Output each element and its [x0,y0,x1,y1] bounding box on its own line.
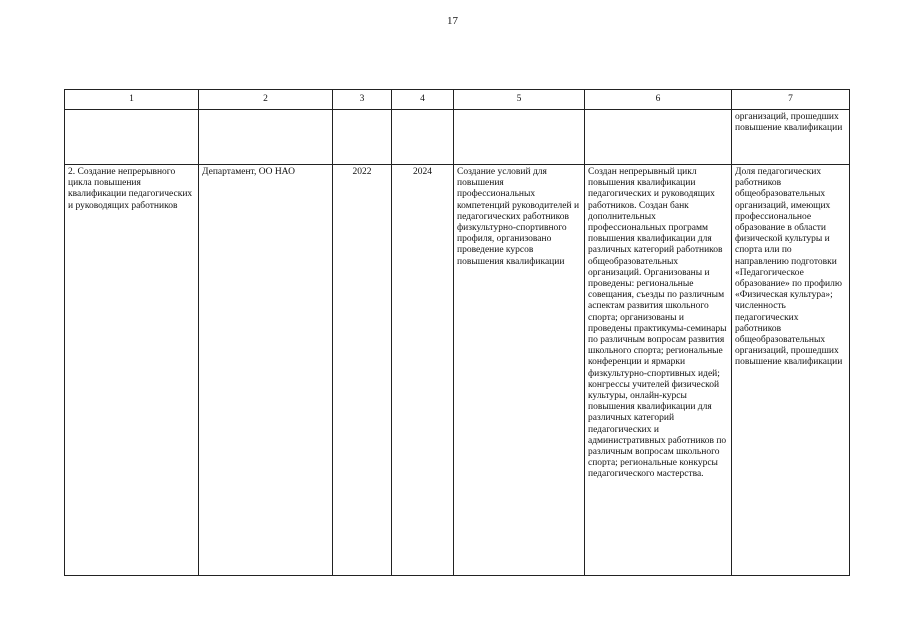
column-header: 6 [585,90,732,110]
page-number: 17 [447,15,458,27]
column-header: 1 [65,90,199,110]
start-year-cell: 2022 [333,165,392,576]
table-cell [392,110,454,165]
table-header-row [65,90,850,110]
activity-cell: 2. Создание непрерывного цикла повышения квалификации педагогических и руководящих работников [65,165,199,576]
column-header: 7 [732,90,850,110]
table-cell [65,110,199,165]
column-header: 3 [333,90,392,110]
plan-table [64,89,850,576]
executor-cell: Департамент, ОО НАО [199,165,333,576]
achieved-result-cell: Создан непрерывный цикл повышения квалификации педагогических и руководящих работников. Создан банк дополнительных профессиональных программ повышения квалификации для различных категорий работников общеобразовательных организаций. Организованы и проведены: региональные совещания, съезды по различным аспектам развития школьного спорта; организованы и проведены практикумы-семинары по различным вопросам развития школьного спорта; региональные конференции и ярмарки физкультурно-спортивных идей; конгрессы учителей физической культуры, онлайн-курсы повышения квалификации для различных категорий педагогических и административных работников по различным вопросам школьного спорта; региональные конкурсы педагогического мастерства. [585,165,732,576]
indicator-cell: организаций, прошедших повышение квалификации [732,110,850,165]
table-row [65,110,850,165]
table-row [65,165,850,576]
table-cell [585,110,732,165]
expected-result-cell: Создание условий для повышения профессиональных компетенций руководителей и педагогических работников физкультурно-спортивного профиля, организовано проведение курсов повышения квалификации [454,165,585,576]
column-header: 4 [392,90,454,110]
column-header: 2 [199,90,333,110]
table-cell [454,110,585,165]
table-cell [199,110,333,165]
indicator-cell: Доля педагогических работников общеобразовательных организаций, имеющих профессиональное образование в области физической культуры и спорта или по направлению подготовки «Педагогическое образование» по профилю «Физическая культура»; численность педагогических работников общеобразовательных организаций, прошедших повышение квалификации [732,165,850,576]
end-year-cell: 2024 [392,165,454,576]
table-cell [333,110,392,165]
column-header: 5 [454,90,585,110]
